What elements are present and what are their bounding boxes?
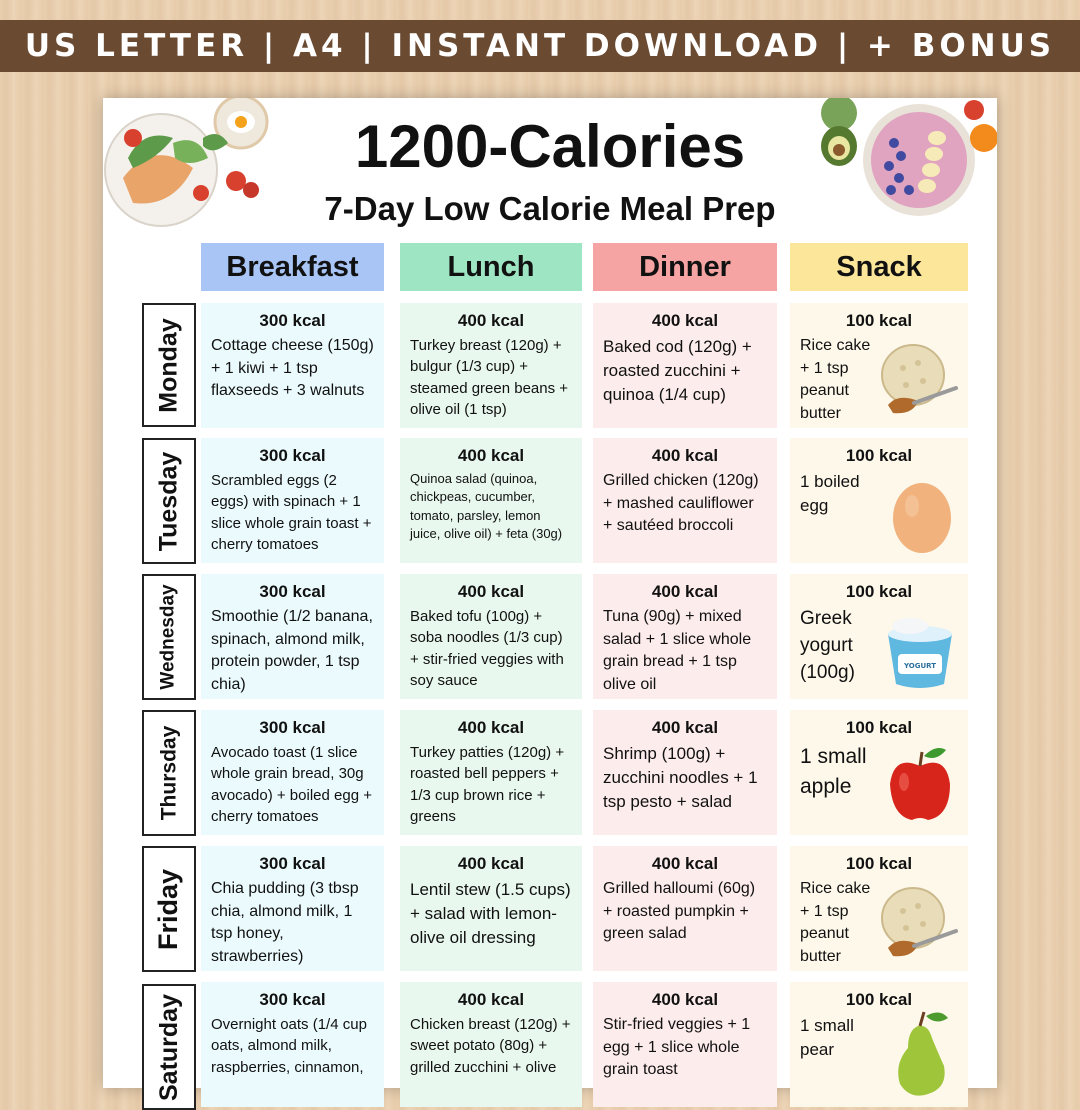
meal-description: Chicken breast (120g) + sweet potato (80g) + grilled zucchini + olive xyxy=(410,1016,571,1076)
kcal-value: 300 kcal xyxy=(259,446,326,465)
meal-cell-lunch xyxy=(400,982,582,1107)
meal-cell-snack xyxy=(790,574,968,699)
meal-cell-breakfast xyxy=(201,438,384,563)
kcal-value: 300 kcal xyxy=(259,718,326,737)
kcal-value: 400 kcal xyxy=(457,854,525,873)
meal-description: 1 small apple xyxy=(800,745,867,798)
page-subtitle: 7-Day Low Calorie Meal Prep xyxy=(324,190,776,227)
meal-cell-snack xyxy=(790,846,968,971)
rice-cake-icon xyxy=(878,886,960,961)
column-header-dinner: Dinner xyxy=(593,243,777,291)
meal-cell-snack xyxy=(790,710,968,835)
kcal-value: 400 kcal xyxy=(651,582,719,601)
meal-description: Avocado toast (1 slice whole grain bread, 30g avocado) + boiled egg + cherry tomatoes xyxy=(211,744,372,825)
day-label-thursday: Thursday xyxy=(142,710,196,836)
meal-cell-dinner xyxy=(593,574,777,699)
meal-description: Turkey patties (120g) + roasted bell peppers + 1/3 cup brown rice + greens xyxy=(410,744,565,825)
meal-cell-lunch xyxy=(400,574,582,699)
meal-description: Baked cod (120g) + roasted zucchini + quinoa (1/4 cup) xyxy=(603,337,752,405)
kcal-value: 400 kcal xyxy=(457,990,525,1009)
column-header-snack: Snack xyxy=(790,243,968,291)
kcal-value: 400 kcal xyxy=(651,446,719,465)
meal-description: Stir-fried veggies + 1 egg + 1 slice whole grain toast xyxy=(603,1016,751,1079)
kcal-value: 300 kcal xyxy=(259,990,326,1009)
page-title: 1200-Calories xyxy=(354,113,746,180)
meal-description: Quinoa salad (quinoa, chickpeas, cucumber, tomato, parsley, lemon juice, olive oil) + feta (30g) xyxy=(410,471,563,542)
egg-icon xyxy=(890,476,954,554)
meal-cell-snack xyxy=(790,982,968,1107)
meal-description: Turkey breast (120g) + bulgur (1/3 cup) + steamed green beans + olive oil (1 tsp) xyxy=(410,337,569,418)
kcal-value: 400 kcal xyxy=(651,854,719,873)
yogurt-cup-icon xyxy=(882,612,958,692)
kcal-value: 100 kcal xyxy=(845,446,913,465)
meal-description: 1 small pear xyxy=(800,1016,854,1060)
kcal-value: 400 kcal xyxy=(457,718,525,737)
kcal-value: 300 kcal xyxy=(259,311,326,330)
meal-description: Lentil stew (1.5 cups) + salad with lemon-olive oil dressing xyxy=(410,880,571,948)
day-label-tuesday: Tuesday xyxy=(142,438,196,564)
meal-cell-breakfast xyxy=(201,710,384,835)
apple-icon xyxy=(884,744,956,824)
meal-description: Baked tofu (100g) + soba noodles (1/3 cup) + stir-fried veggies with soy sauce xyxy=(410,608,564,689)
kcal-value: 100 kcal xyxy=(845,582,913,601)
kcal-value: 100 kcal xyxy=(845,854,913,873)
kcal-value: 100 kcal xyxy=(845,311,913,330)
meal-description: Shrimp (100g) + zucchini noodles + 1 tsp pesto + salad xyxy=(603,744,758,812)
kcal-value: 400 kcal xyxy=(651,718,719,737)
meal-cell-dinner xyxy=(593,846,777,971)
meal-cell-lunch xyxy=(400,846,582,971)
meal-cell-breakfast xyxy=(201,574,384,699)
day-label-wednesday: Wednesday xyxy=(142,574,196,700)
kcal-value: 400 kcal xyxy=(651,311,719,330)
rice-cake-icon xyxy=(878,343,960,418)
svg-text:YOGURT: YOGURT xyxy=(903,662,937,670)
meal-description: Tuna (90g) + mixed salad + 1 slice whole grain bread + 1 tsp olive oil xyxy=(603,608,752,694)
meal-cell-dinner xyxy=(593,438,777,563)
meal-description: Overnight oats (1/4 cup oats, almond milk, raspberries, cinnamon, xyxy=(211,1016,367,1076)
kcal-value: 400 kcal xyxy=(457,582,525,601)
meal-cell-lunch xyxy=(400,438,582,563)
meal-cell-snack xyxy=(790,438,968,563)
meal-description: Rice cake + 1 tsp peanut butter xyxy=(800,880,871,966)
meal-cell-snack xyxy=(790,303,968,428)
kcal-value: 400 kcal xyxy=(457,311,525,330)
meal-description: Greek yogurt (100g) xyxy=(800,608,855,683)
top-banner: US LETTER | A4 | INSTANT DOWNLOAD | + BONUS xyxy=(0,20,1080,72)
meal-cell-dinner xyxy=(593,710,777,835)
meal-cell-breakfast xyxy=(201,303,384,428)
meal-cell-lunch xyxy=(400,303,582,428)
meal-cell-dinner xyxy=(593,303,777,428)
meal-description: Grilled chicken (120g) + mashed cauliflower + sautéed broccoli xyxy=(603,472,759,535)
day-label-friday: Friday xyxy=(142,846,196,972)
meal-cell-breakfast xyxy=(201,982,384,1107)
kcal-value: 100 kcal xyxy=(845,718,913,737)
meal-description: Rice cake + 1 tsp peanut butter xyxy=(800,337,871,423)
kcal-value: 100 kcal xyxy=(845,990,913,1009)
meal-plan-sheet xyxy=(103,98,997,1101)
meal-description: Smoothie (1/2 banana, spinach, almond milk, protein powder, 1 tsp chia) xyxy=(211,608,373,694)
meal-cell-breakfast xyxy=(201,846,384,971)
kcal-value: 300 kcal xyxy=(259,854,326,873)
column-header-lunch: Lunch xyxy=(400,243,582,291)
day-label-saturday: Saturday xyxy=(142,984,196,1110)
meal-description: Cottage cheese (150g) + 1 kiwi + 1 tsp flaxseeds + 3 walnuts xyxy=(211,337,374,400)
column-header-breakfast: Breakfast xyxy=(201,243,384,291)
pear-icon xyxy=(886,1008,956,1098)
meal-description: Chia pudding (3 tbsp chia, almond milk, 1 tsp honey, strawberries) xyxy=(211,880,359,966)
day-label-monday: Monday xyxy=(142,303,196,427)
meal-cell-dinner xyxy=(593,982,777,1107)
kcal-value: 400 kcal xyxy=(651,990,719,1009)
meal-description: Grilled halloumi (60g) + roasted pumpkin + green salad xyxy=(603,880,756,943)
kcal-value: 300 kcal xyxy=(259,582,326,601)
meal-description: 1 boiled egg xyxy=(800,472,860,516)
meal-description: Scrambled eggs (2 eggs) with spinach + 1 slice whole grain toast + cherry tomatoes xyxy=(211,472,372,553)
meal-cell-lunch xyxy=(400,710,582,835)
kcal-value: 400 kcal xyxy=(457,446,525,465)
